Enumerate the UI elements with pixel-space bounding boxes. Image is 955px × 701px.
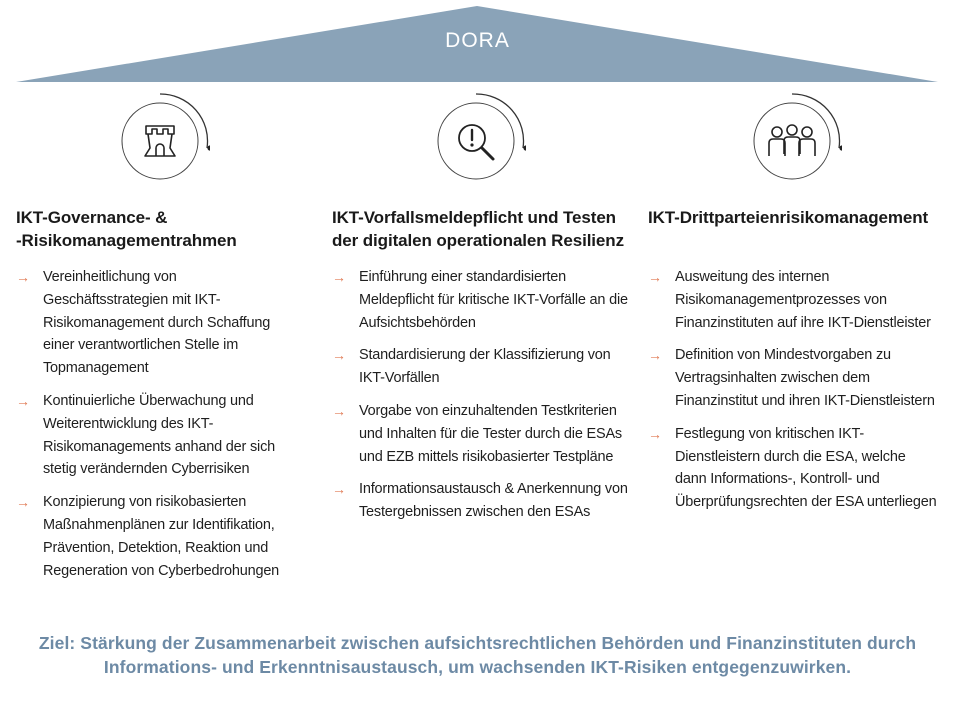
pillar-governance [16,206,301,592]
arrow-icon: → [332,269,346,285]
arrow-icon: → [16,269,30,285]
list-item: → Vereinheitlichung von Geschäftsstrategien mit IKT-Risikomanagement durch Schaffung einer verantwortlichen Stelle im Topmanagement [16,266,301,380]
arrow-icon: → [648,425,662,442]
arrow-icon: → [332,402,346,419]
pillar-title: IKT-Vorfallsmeldepflicht und Testen der digitalen operationalen Resilienz [332,208,624,250]
list-item: → Standardisierung der Klassifizierung von IKT-Vorfällen [332,344,632,390]
tower-icon [110,88,210,188]
list-item: → Informationsaustausch & Anerkennung von Testergebnissen zwischen den ESAs [332,478,632,524]
arrow-icon: → [648,347,662,364]
arrow-icon: → [332,347,346,364]
list-item: → Konzipierung von risikobasierten Maßnahmenplänen zur Identifikation, Prävention, Detektion, Reaktion und Regeneration von Cyberbedrohungen [16,491,301,582]
list-item: → Einführung einer standardisierten Meldepflicht für kritische IKT-Vorfälle an die Aufsichtsbehörden [332,266,632,334]
magnifier-alert-icon [426,88,526,188]
goal-statement: Ziel: Stärkung der Zusammenarbeit zwischen aufsichtsrechtlichen Behörden und Finanzinstituten durch Informations- und Erkenntnisaustausch, um wachsenden IKT-Risiken entgegenzuwirken. [38,633,917,677]
arrow-icon: → [16,392,30,409]
arrow-icon: → [648,269,662,285]
pillar-title: IKT-Governance- & -Risikomanagementrahmen [16,208,237,250]
pillar-third-party [648,206,938,524]
list-item: → Festlegung von kritischen IKT-Dienstleistern durch die ESA, welche dann Informations-, Kontroll- und Überprüfungsrechten der ESA unterliegen [648,423,938,514]
list-item: → Kontinuierliche Überwachung und Weiterentwicklung des IKT-Risikomanagements anhand der sich stetig verändernden Cyberrisiken [16,390,301,481]
list-item: → Vorgabe von einzuhaltenden Testkriterien und Inhalten für die Tester durch die ESAs und EZB mittels risikobasierter Testpläne [332,400,632,468]
roof-title: DORA [445,29,510,52]
list-item: → Definition von Mindestvorgaben zu Vertragsinhalten zwischen dem Finanzinstitut und ihren IKT-Dienstleistern [648,344,938,412]
pillar-title: IKT-Drittparteienrisikomanagement [648,208,929,227]
arrow-icon: → [16,494,30,511]
list-item: → Ausweitung des internen Risikomanagementprozesses von Finanzinstituten auf ihre IKT-Dienstleister [648,266,938,334]
arrow-icon: → [332,481,346,498]
people-group-icon [742,88,842,188]
pillar-incident-reporting [332,206,632,534]
